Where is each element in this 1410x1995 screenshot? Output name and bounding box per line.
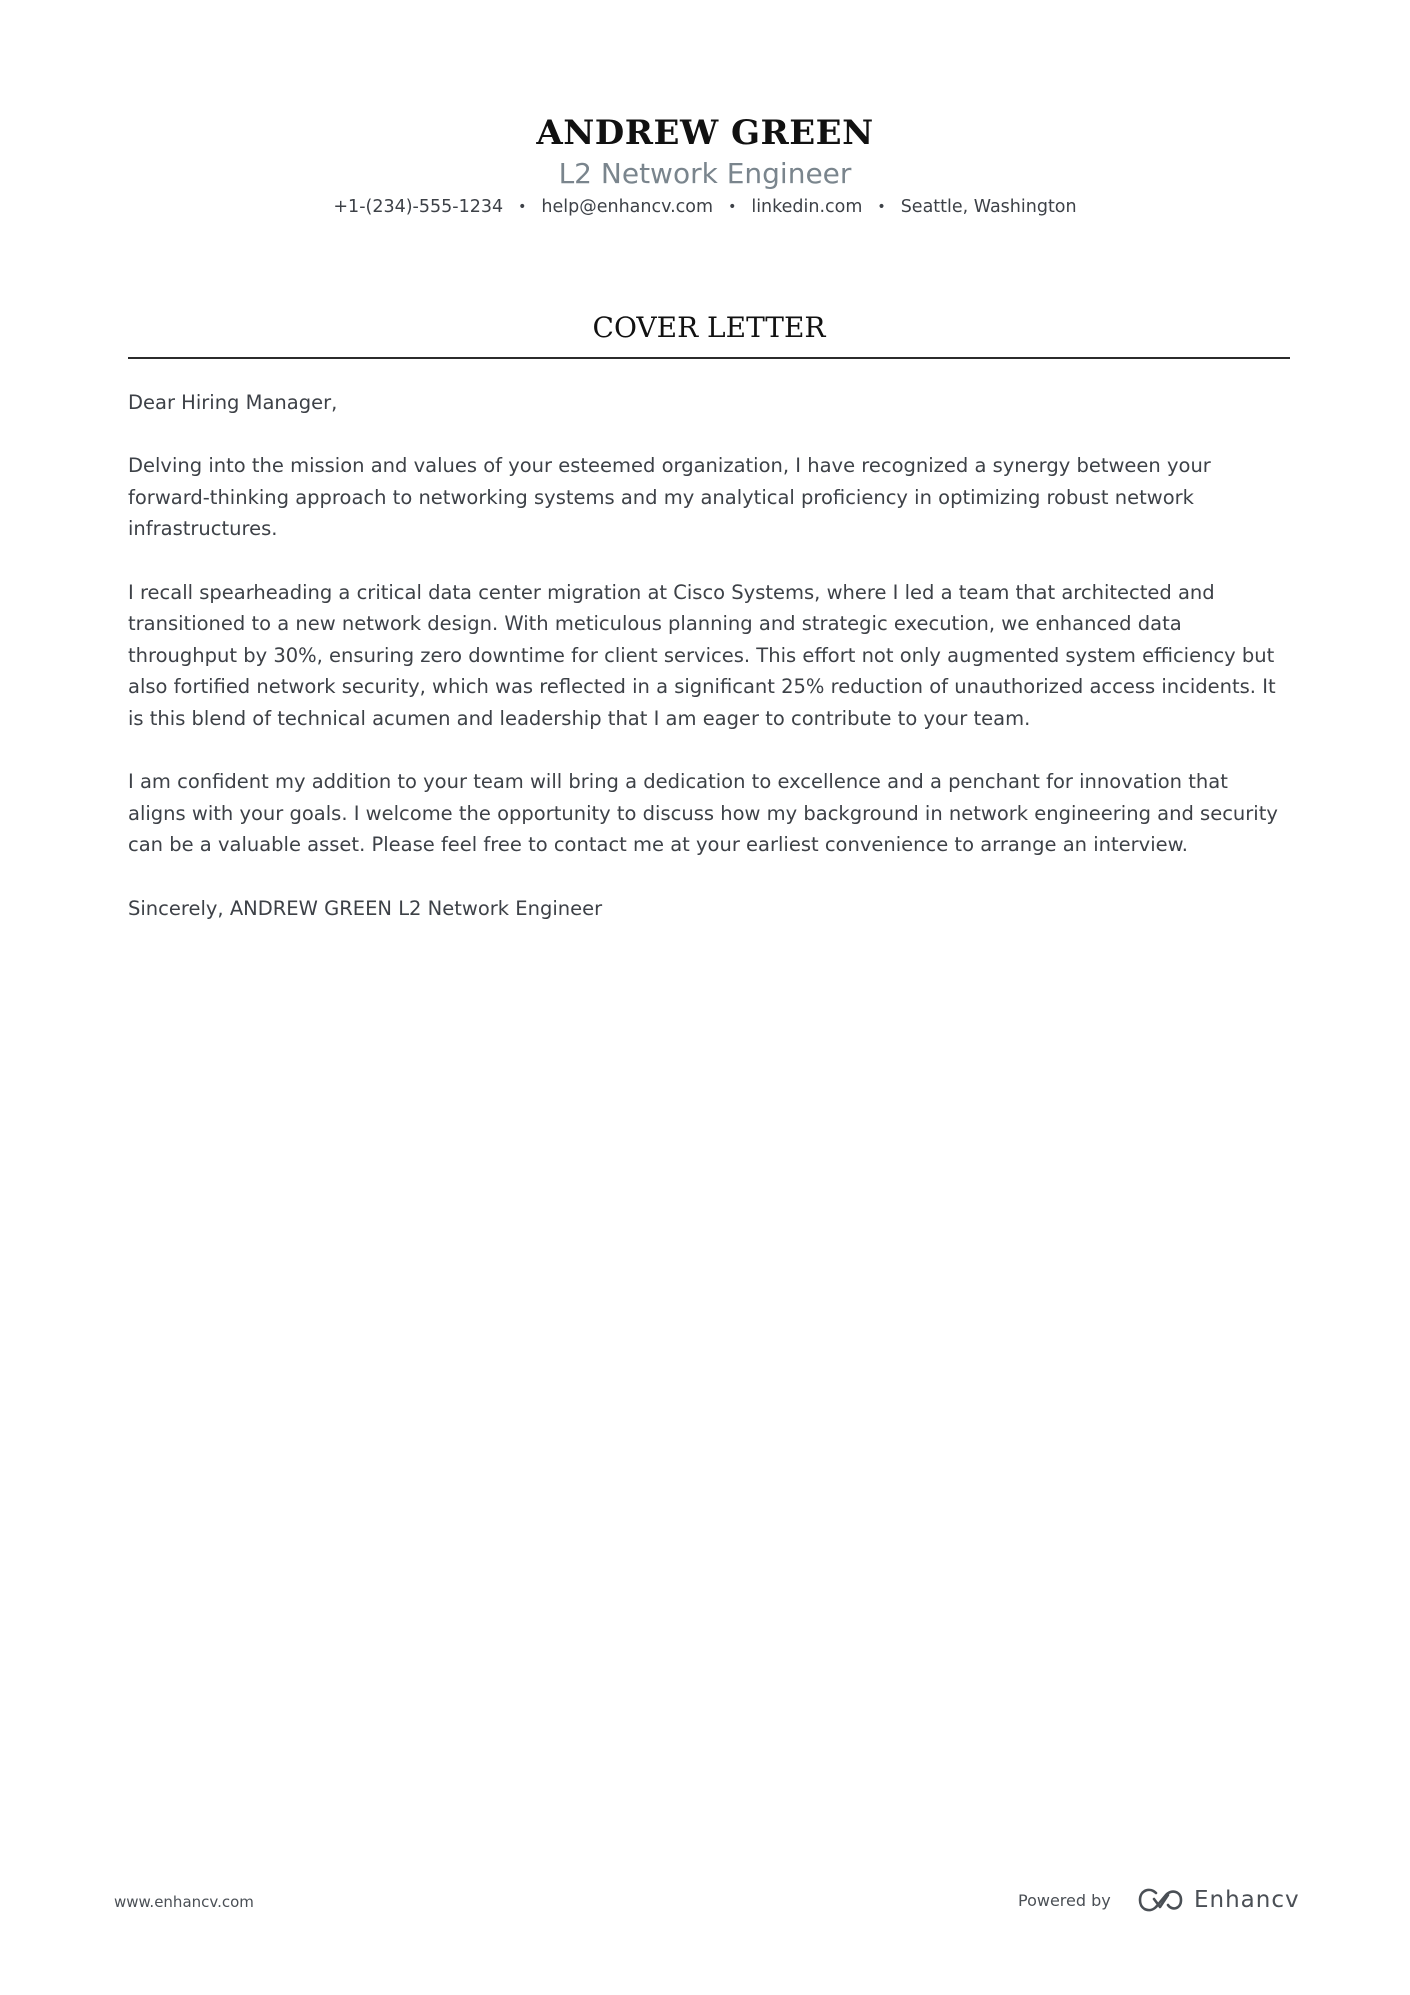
contact-separator: •	[728, 199, 737, 215]
contact-separator: •	[518, 199, 527, 215]
letter-paragraph: I am confident my addition to your team will bring a dedication to excellence and a penchant for innovation that aligns with your goals. I welcome the opportunity to discuss how my background in network engineering and security can be a valuable asset. Please feel free to contact me at your earliest convenience to arrange an interview.	[128, 770, 1278, 857]
section-divider	[128, 357, 1290, 359]
contact-separator: •	[877, 199, 886, 215]
contact-line	[0, 194, 1410, 220]
powered-by-label: Powered by	[1018, 1891, 1111, 1910]
enhancv-logo[interactable]	[1138, 1883, 1300, 1917]
enhancv-logo-icon	[1138, 1887, 1184, 1913]
letter-paragraph: Delving into the mission and values of your esteemed organization, I have recognized a synergy between your forward-thinking approach to networking systems and my analytical proficiency in optimizing robust network infrastructures.	[128, 454, 1211, 541]
section-title: COVER LETTER	[592, 311, 826, 344]
letter-body	[128, 387, 1290, 956]
letter-paragraph: I recall spearheading a critical data center migration at Cisco Systems, where I led a team that architected and transitioned to a new network design. With meticulous planning and strategic execution, we enhanced data throughput by 30%, ensuring zero downtime for client services. This effort not only augmented system efficiency but also fortified network security, which was reflected in a significant 25% reduction of unauthorized access incidents. It is this blend of technical acumen and leadership that I am eager to contribute to your team.	[128, 580, 1276, 730]
contact-location: Seattle, Washington	[900, 197, 1077, 217]
applicant-name: ANDREW GREEN	[536, 113, 874, 153]
contact-phone: +1-(234)-555-1234	[333, 197, 504, 217]
resume-header	[0, 112, 1410, 220]
footer-url[interactable]: www.enhancv.com	[114, 1893, 254, 1911]
letter-closing: Sincerely, ANDREW GREEN L2 Network Engineer	[128, 896, 603, 920]
enhancv-brand-name: Enhancv	[1194, 1887, 1300, 1913]
applicant-title: L2 Network Engineer	[558, 157, 852, 190]
contact-email[interactable]: help@enhancv.com	[541, 197, 714, 217]
letter-greeting: Dear Hiring Manager,	[128, 391, 338, 414]
contact-linkedin[interactable]: linkedin.com	[751, 197, 863, 217]
